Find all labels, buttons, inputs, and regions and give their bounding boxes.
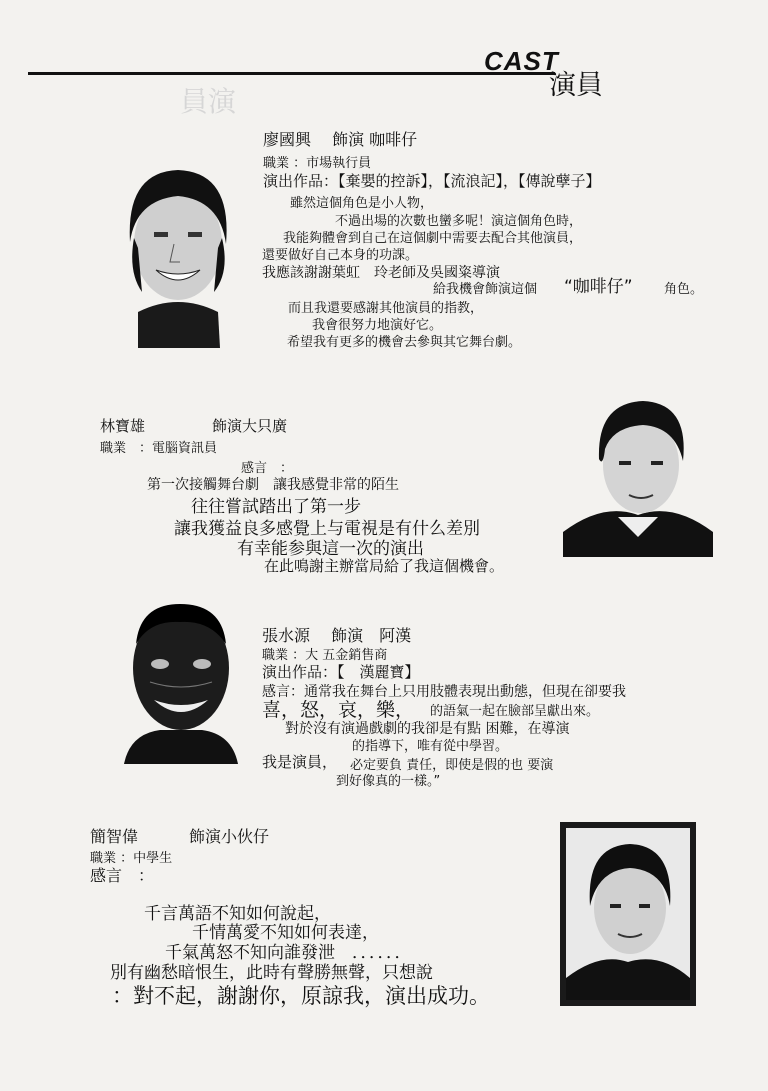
cast-1-line: 還要做好自己本身的功課。 — [262, 248, 419, 263]
cast-3-job: 職業 ：大 五金銷售商 — [262, 648, 388, 663]
cast-3-emotions: 喜，怒，哀，樂， — [262, 699, 415, 721]
cast-1-line: 雖然這個角色是小人物， — [290, 196, 434, 211]
cast-4-line: 千情萬愛不知如何表達， — [192, 923, 379, 943]
cast-photo-2 — [563, 387, 713, 557]
cast-4-job: 職業 ：中學生 — [90, 851, 173, 866]
cast-1-line: 角色。 — [664, 282, 704, 297]
cast-3-line: 的語氣一起在臉部呈獻出來。 — [430, 704, 600, 719]
cast-3-line: 的指導下，唯有從中學習。 — [352, 739, 509, 754]
cast-3-name-role: 張水源 飾演 阿漢 — [262, 626, 412, 645]
cast-3-line: 對於沒有演過戲劇的我卻是有點 困難，在導演 — [285, 721, 570, 737]
cast-4-label: 感言 ： — [90, 866, 155, 885]
cast-1-line: 不過出場的次數也蠻多呢！演這個角色時， — [335, 214, 583, 229]
cast-1-line: 我會很努力地演好它。 — [312, 318, 443, 333]
cast-3-line: 我是演員， — [262, 753, 338, 771]
bleed-through-text: 員演 — [180, 85, 237, 118]
cast-1-line: 給我機會飾演這個 — [433, 282, 538, 297]
bleed-through-text — [300, 104, 314, 124]
cast-photo-3 — [110, 584, 252, 764]
cast-4-role: 飾演小伙仔 — [189, 827, 270, 846]
header-rule — [28, 72, 555, 75]
cast-1-job: 職業 ：市場執行員 — [263, 156, 372, 171]
cast-2-line: 有幸能参與這一次的演出 — [237, 539, 424, 559]
cast-photo-1 — [108, 152, 248, 348]
header-title-zh: 演員 — [549, 70, 603, 101]
cast-3-line: 必定要負 責任，即使是假的也 要演 — [350, 758, 554, 773]
cast-2-line: 讓我獲益良多感覺上与電視是有什么差別 — [174, 519, 480, 539]
cast-2-label: 感言 ： — [241, 461, 294, 476]
cast-2-name: 林寶雄 — [100, 417, 146, 435]
cast-4-closing-line: ：對不起，謝謝你，原諒我，演出成功。 — [112, 984, 490, 1008]
cast-4-line: 千氣萬怒不知向誰發泄 ．．．．．． — [165, 943, 412, 963]
cast-3-works: 演出作品：【 漢麗寶】 — [262, 663, 420, 681]
cast-1-line: 我應該謝謝葉虹 玲老師及吳國粢導演 — [262, 265, 500, 281]
cast-2-line: 在此鳴謝主辦當局給了我這個機會。 — [264, 557, 505, 575]
cast-1-line: 而且我還要感謝其他演員的指教， — [288, 301, 484, 316]
cast-2-role: 飾演大只廣 — [212, 417, 288, 435]
cast-1-quote-role: “咖啡仔” — [564, 277, 633, 297]
cast-photo-4 — [560, 822, 696, 1006]
cast-1-name-role: 廖國興 飾演 咖啡仔 — [263, 130, 418, 149]
cast-1-line: 我能夠體會到自己在這個劇中需要去配合其他演員， — [283, 231, 583, 246]
header-title-en: CAST — [484, 46, 559, 76]
cast-1-works: 演出作品：【棄嬰的控訴】，【流浪記】，【傳說孽子】 — [263, 172, 601, 190]
cast-4-line: 千言萬語不知如何說起， — [144, 904, 331, 924]
cast-1-line: 希望我有更多的機會去參與其它舞台劇。 — [287, 335, 522, 350]
cast-2-job: 職業 ：電腦資訊員 — [100, 441, 218, 456]
cast-3-line: 感言：通常我在舞台上只用肢體表現出動態，但現在卻要我 — [262, 684, 626, 700]
cast-4-line: 別有幽愁暗恨生，此時有聲勝無聲，只想說 — [110, 963, 433, 983]
cast-2-line: 第一次接觸舞台劇 讓我感覺非常的陌生 — [147, 477, 399, 493]
cast-4-name: 簡智偉 — [90, 827, 139, 846]
cast-3-line: 到好像真的一樣。” — [336, 774, 441, 789]
cast-2-line: 往往嘗試踏出了第一步 — [191, 497, 361, 517]
